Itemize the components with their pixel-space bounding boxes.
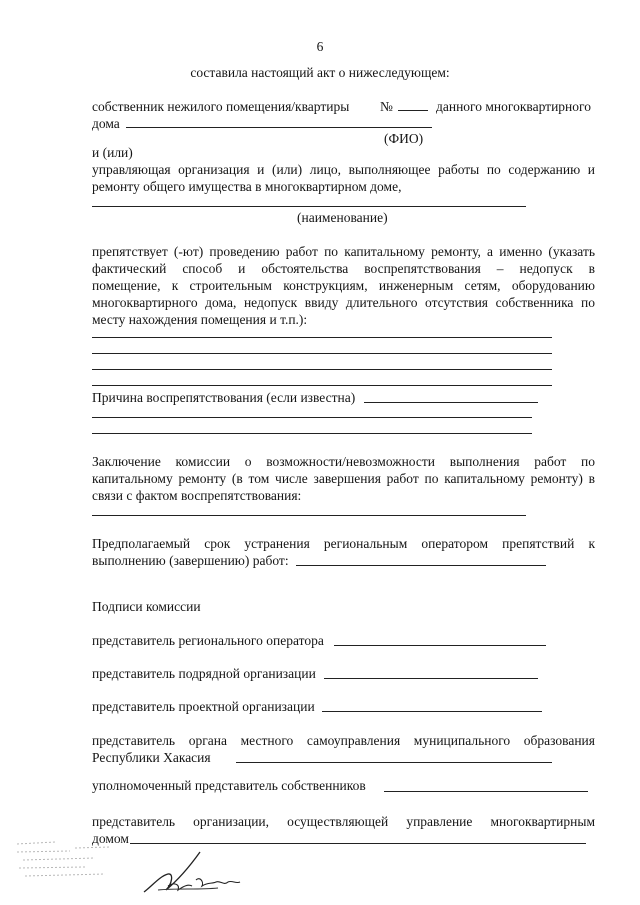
obstruction-line-1: препятствует (-ют) проведению работ по капитальному ремонту, а именно (указать bbox=[92, 244, 595, 259]
fio-caption: (ФИО) bbox=[384, 131, 424, 146]
obstruction-line-4: многоквартирного дома, недопуск ввиду длительного отсутствия собственника по bbox=[92, 295, 595, 310]
management-line-2: ремонту общего имущества в многоквартирном доме, bbox=[92, 179, 402, 194]
sig-contractor-label: представитель подрядной организации bbox=[92, 666, 316, 681]
owner-number-sign: № bbox=[380, 99, 393, 114]
faint-stamp-image bbox=[15, 838, 115, 888]
sig-mgmt-line[interactable] bbox=[130, 843, 586, 844]
deadline-line-2: выполнению (завершению) работ: bbox=[92, 553, 289, 568]
sig-contractor-line[interactable] bbox=[324, 678, 538, 679]
and-or-text: и (или) bbox=[92, 145, 133, 160]
reason-fill-line-3[interactable] bbox=[92, 433, 532, 434]
obstruction-fill-line-4[interactable] bbox=[92, 385, 552, 386]
reason-label: Причина воспрепятствования (если известна) bbox=[92, 390, 356, 405]
deadline-line-1: Предполагаемый срок устранения региональным оператором препятствий к bbox=[92, 536, 595, 551]
sig-design-line[interactable] bbox=[322, 711, 542, 712]
obstruction-line-2: фактический способ и обстоятельства воспрепятствования – недопуск в bbox=[92, 261, 595, 276]
owner-text-house: дома bbox=[92, 116, 120, 131]
sig-mgmt-line-2: домом bbox=[92, 831, 129, 846]
sig-owners-rep-line[interactable] bbox=[384, 791, 588, 792]
sig-local-gov-line-1: представитель органа местного самоуправления муниципального образования bbox=[92, 733, 595, 748]
obstruction-fill-line-3[interactable] bbox=[92, 369, 552, 370]
owner-name-line[interactable] bbox=[126, 127, 432, 128]
obstruction-fill-line-1[interactable] bbox=[92, 337, 552, 338]
sig-design-label: представитель проектной организации bbox=[92, 699, 315, 714]
deadline-fill-line[interactable] bbox=[296, 565, 546, 566]
obstruction-fill-line-2[interactable] bbox=[92, 353, 552, 354]
sig-local-gov-line[interactable] bbox=[236, 762, 552, 763]
sig-regional-operator-line[interactable] bbox=[334, 645, 546, 646]
reason-fill-line-1[interactable] bbox=[364, 402, 538, 403]
intro-line: составила настоящий акт о нижеследующем: bbox=[190, 65, 450, 80]
conclusion-fill-line[interactable] bbox=[92, 515, 526, 516]
owner-text-b: данного многоквартирного bbox=[436, 99, 591, 114]
conclusion-line-3: связи с фактом воспрепятствования: bbox=[92, 488, 302, 503]
sig-mgmt-line-1: представитель организации, осуществляющей управление многоквартирным bbox=[92, 814, 595, 829]
management-name-line[interactable] bbox=[92, 206, 526, 207]
obstruction-line-5: месту нахождения помещения и т.п.): bbox=[92, 312, 308, 327]
page-number: 6 bbox=[316, 39, 324, 54]
apartment-number-blank[interactable] bbox=[398, 110, 428, 111]
reason-fill-line-2[interactable] bbox=[92, 417, 532, 418]
name-caption: (наименование) bbox=[297, 210, 388, 225]
sig-owners-rep-label: уполномоченный представитель собственников bbox=[92, 778, 366, 793]
conclusion-line-2: капитальному ремонту (в том числе завершения работ по капитальному ремонту) в bbox=[92, 471, 595, 486]
sig-regional-operator-label: представитель регионального оператора bbox=[92, 633, 324, 648]
handwritten-signature-image bbox=[138, 846, 248, 900]
conclusion-line-1: Заключение комиссии о возможности/невозможности выполнения работ по bbox=[92, 454, 595, 469]
sig-local-gov-line-2: Республики Хакасия bbox=[92, 750, 211, 765]
owner-text-a: собственник нежилого помещения/квартиры bbox=[92, 99, 350, 114]
obstruction-line-3: помещение, к строительным конструкциям, инженерным сетям, оборудованию bbox=[92, 278, 595, 293]
management-line-1: управляющая организация и (или) лицо, выполняющее работы по содержанию и bbox=[92, 162, 595, 177]
signatures-heading: Подписи комиссии bbox=[92, 599, 201, 614]
